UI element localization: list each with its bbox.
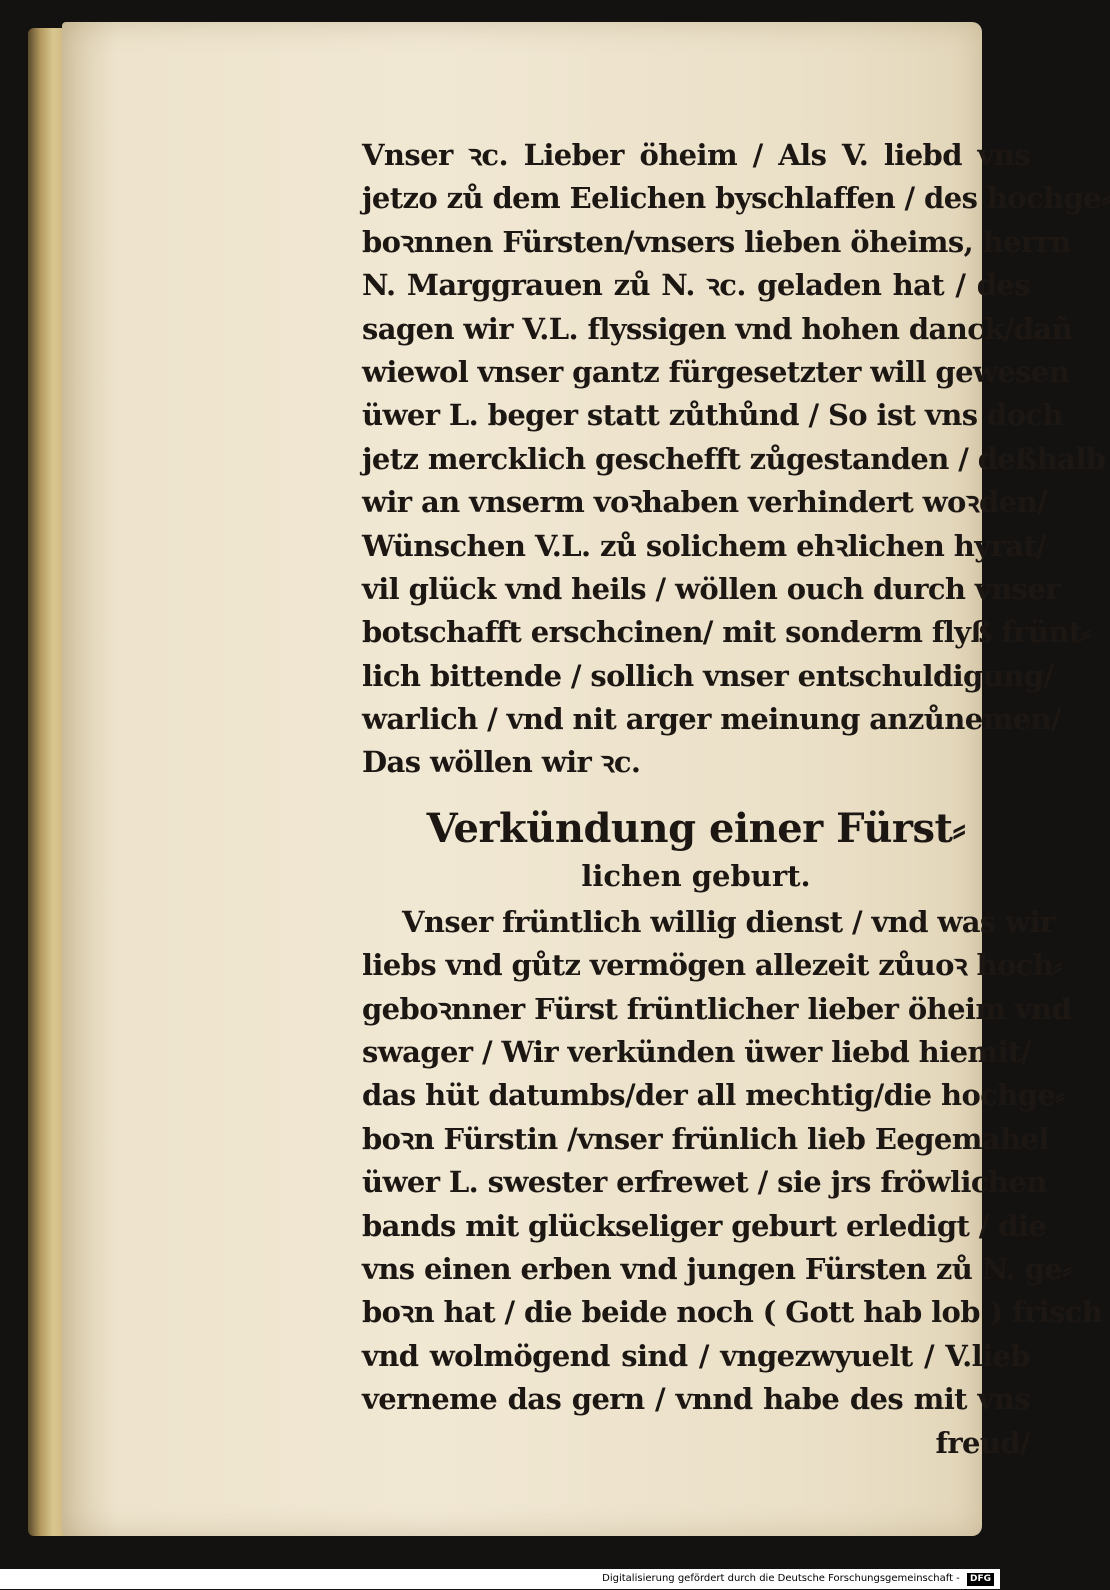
dfg-logo: DFG <box>967 1573 994 1586</box>
book-page <box>62 22 1110 1536</box>
text-line: N. Marggrauen zů N. ꝛc. geladen hat / des <box>362 268 1030 303</box>
paragraph-letter-of-apology <box>362 134 1110 785</box>
text-line: geboꝛnner Fürst früntlicher lieber öheim vnd <box>362 991 1072 1026</box>
text-line: vns einen erben vnd jungen Fürsten zů N. ge⸗ <box>362 1251 1072 1286</box>
text-line: Wünschen V.L. zů solichem ehꝛlichen hyrat/ <box>362 528 1047 563</box>
text-line: sagen wir V.L. flyssigen vnd hohen danck/dañ <box>362 311 1073 346</box>
text-line: das hüt datumbs/der all mechtig/die hochge⸗ <box>362 1078 1065 1113</box>
text-line: liebs vnd gůtz vermögen allezeit zůuoꝛ hoch⸗ <box>362 948 1063 983</box>
text-line: Vnser ꝛc. Lieber öheim / Als V. liebd vns <box>362 138 1030 172</box>
text-line: vil glück vnd heils / wöllen ouch durch vnser <box>362 571 1060 606</box>
text-line: boꝛnnen Fürsten/vnsers lieben öheims, herrn <box>362 224 1071 259</box>
paragraph-birth-announcement <box>362 901 1103 1465</box>
text-line: üwer L. swester erfrewet / sie jrs fröwlichen <box>362 1165 1047 1200</box>
text-line: wiewol vnser gantz fürgesetzter will gewesen <box>362 354 1070 389</box>
text-block <box>362 134 1110 1465</box>
section-heading: Verkündung einer Fürst⸗ <box>426 804 966 852</box>
text-line: vnd wolmögend sind / vngezwyuelt / V.lieb <box>362 1338 1030 1373</box>
text-line: boꝛn hat / die beide noch ( Gott hab lob ) frisch <box>362 1295 1103 1330</box>
funding-notice: Digitalisierung gefördert durch die Deutsche Forschungsgemeinschaft - <box>602 1573 960 1584</box>
text-line: bands mit glückseliger geburt erledigt / die <box>362 1208 1047 1243</box>
section-subheading: lichen geburt. <box>581 858 811 893</box>
text-line: botschafft erschcinen/ mit sonderm flyß frünt⸗ <box>362 615 1091 650</box>
text-line: jetzo zů dem Eelichen byschlaffen / des hochge⸗ <box>362 181 1110 216</box>
text-line: Das wöllen wir ꝛc. <box>362 745 641 780</box>
text-line: wir an vnserm voꝛhaben verhindert woꝛden/ <box>362 485 1047 520</box>
catchword: freud/ <box>935 1425 1030 1460</box>
text-line: jetz mercklich geschefft zůgestanden / deßhalb <box>362 441 1106 476</box>
digitization-footer <box>0 1569 1000 1589</box>
text-line: swager / Wir verkünden üwer liebd hiemit/ <box>362 1035 1031 1070</box>
text-line: lich bittende / sollich vnser entschuldigung/ <box>362 658 1054 693</box>
text-line: Vnser früntlich willig dienst / vnd was wir <box>402 904 1055 939</box>
text-line: verneme das gern / vnnd habe des mit vns <box>362 1382 1030 1417</box>
text-line: üwer L. beger statt zůthůnd / So ist vns doch <box>362 398 1063 433</box>
text-line: warlich / vnd nit arger meinung anzůnemen/ <box>362 702 1062 737</box>
text-line: boꝛn Fürstin /vnser frünlich lieb Eegemahel <box>362 1121 1049 1156</box>
